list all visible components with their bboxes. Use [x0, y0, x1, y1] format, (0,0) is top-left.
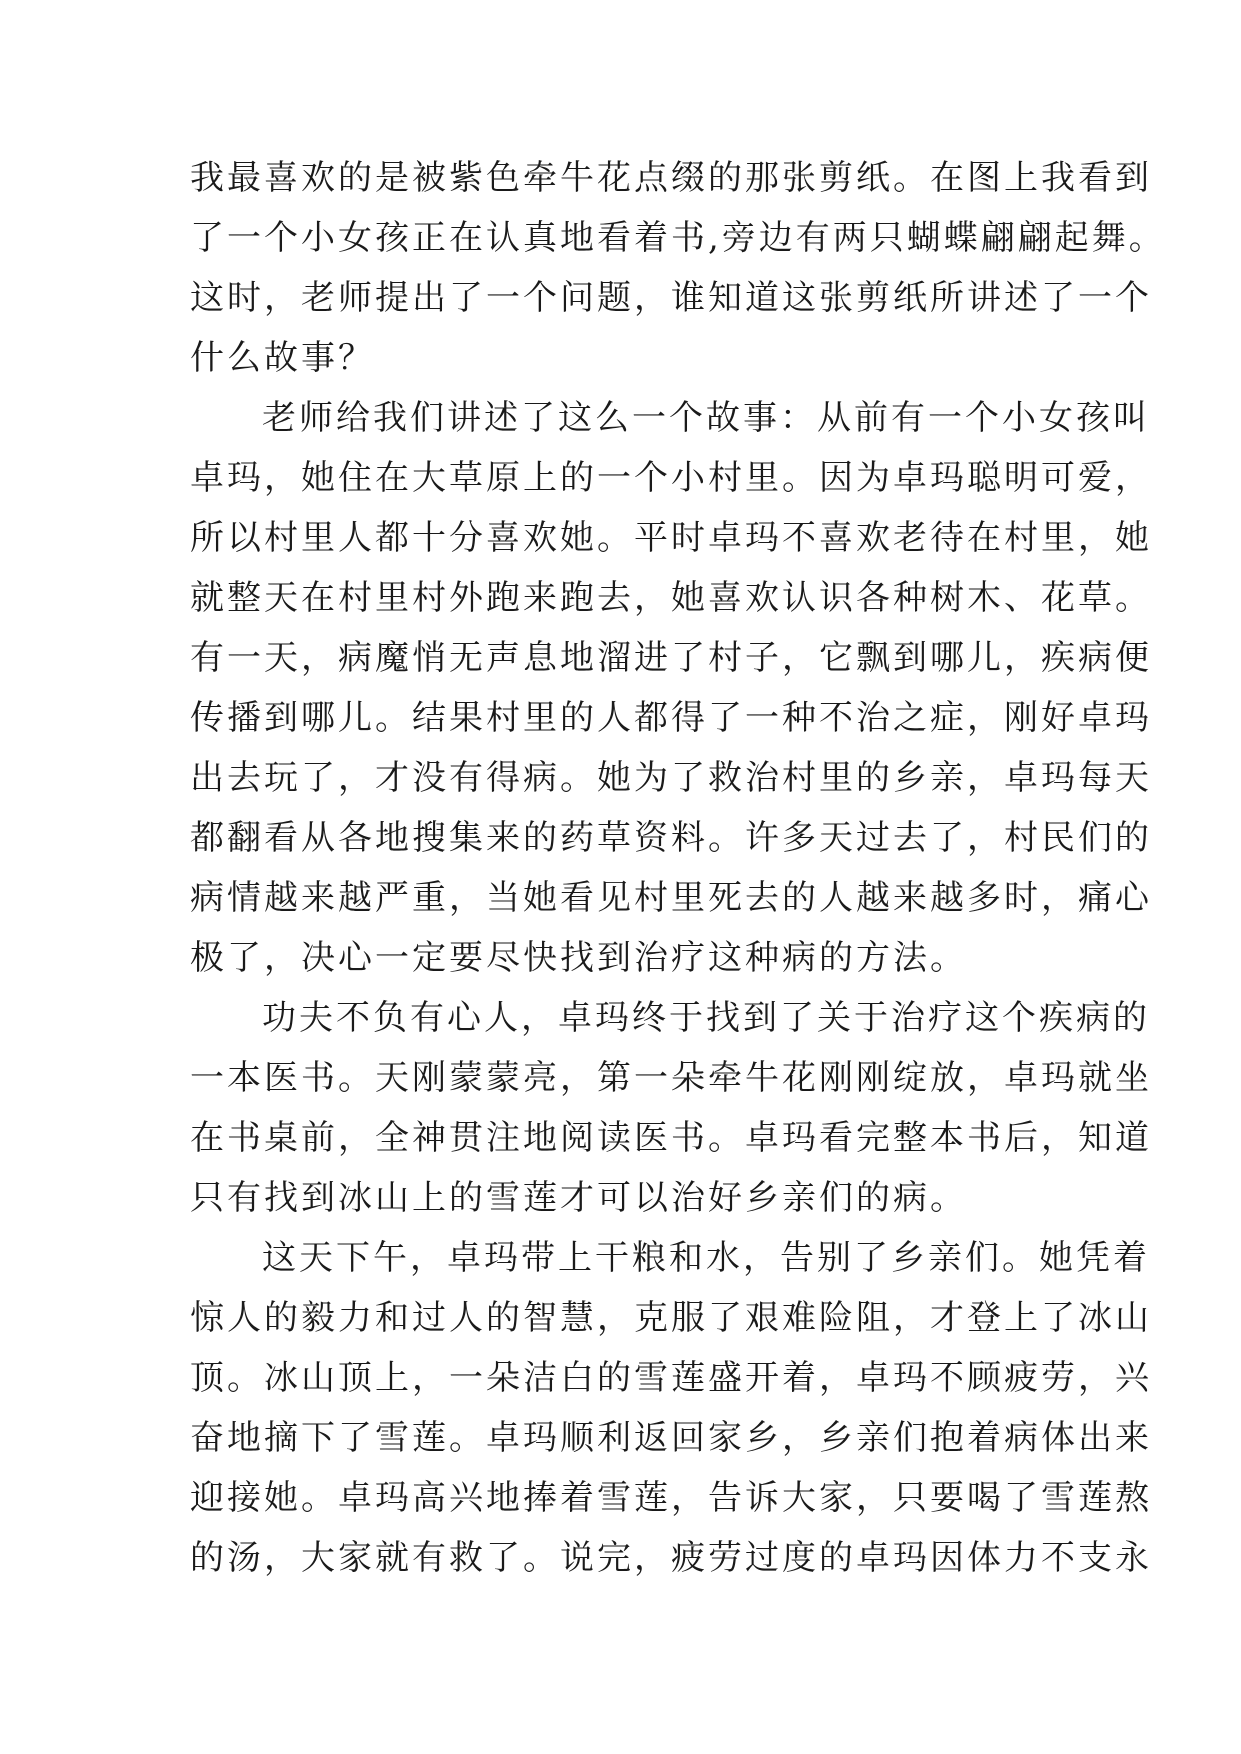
text-line: 惊人的毅力和过人的智慧，克服了艰难险阻，才登上了冰山 — [190, 1298, 1152, 1338]
text-line: 病情越来越严重，当她看见村里死去的人越来越多时，痛心 — [190, 878, 1152, 918]
text-line: 就整天在村里村外跑来跑去，她喜欢认识各种树木、花草。 — [190, 578, 1152, 618]
text-line: 我最喜欢的是被紫色牵牛花点缀的那张剪纸。在图上我看到 — [190, 158, 1152, 198]
text-line: 卓玛，她住在大草原上的一个小村里。因为卓玛聪明可爱， — [190, 458, 1152, 498]
text-line: 传播到哪儿。结果村里的人都得了一种不治之症，刚好卓玛 — [190, 698, 1152, 738]
body-text — [190, 148, 1166, 1588]
text-line: 只有找到冰山上的雪莲才可以治好乡亲们的病。 — [190, 1178, 967, 1218]
text-line: 什么故事？ — [190, 338, 375, 378]
text-line: 有一天，病魔悄无声息地溜进了村子，它飘到哪儿，疾病便 — [190, 638, 1152, 678]
text-line: 这时，老师提出了一个问题，谁知道这张剪纸所讲述了一个 — [190, 278, 1152, 318]
text-line: 的汤，大家就有救了。说完，疲劳过度的卓玛因体力不支永 — [190, 1538, 1152, 1578]
paragraph-start-line: 老师给我们讲述了这么一个故事：从前有一个小女孩叫 — [262, 398, 1150, 438]
paragraph-start-line: 这天下午，卓玛带上干粮和水，告别了乡亲们。她凭着 — [262, 1238, 1150, 1278]
text-line: 了一个小女孩正在认真地看着书,旁边有两只蝴蝶翩翩起舞。 — [190, 218, 1166, 258]
text-line: 极了，决心一定要尽快找到治疗这种病的方法。 — [190, 938, 967, 978]
text-line: 顶。冰山顶上，一朵洁白的雪莲盛开着，卓玛不顾疲劳，兴 — [190, 1358, 1152, 1398]
text-line: 在书桌前，全神贯注地阅读医书。卓玛看完整本书后，知道 — [190, 1118, 1152, 1158]
paragraph-start-line: 功夫不负有心人，卓玛终于找到了关于治疗这个疾病的 — [262, 998, 1150, 1038]
text-line: 奋地摘下了雪莲。卓玛顺利返回家乡，乡亲们抱着病体出来 — [190, 1418, 1152, 1458]
text-line: 一本医书。天刚蒙蒙亮，第一朵牵牛花刚刚绽放，卓玛就坐 — [190, 1058, 1152, 1098]
text-line: 都翻看从各地搜集来的药草资料。许多天过去了，村民们的 — [190, 818, 1152, 858]
text-line: 迎接她。卓玛高兴地捧着雪莲，告诉大家，只要喝了雪莲熬 — [190, 1478, 1152, 1518]
text-line: 出去玩了，才没有得病。她为了救治村里的乡亲，卓玛每天 — [190, 758, 1152, 798]
text-line: 所以村里人都十分喜欢她。平时卓玛不喜欢老待在村里，她 — [190, 518, 1152, 558]
